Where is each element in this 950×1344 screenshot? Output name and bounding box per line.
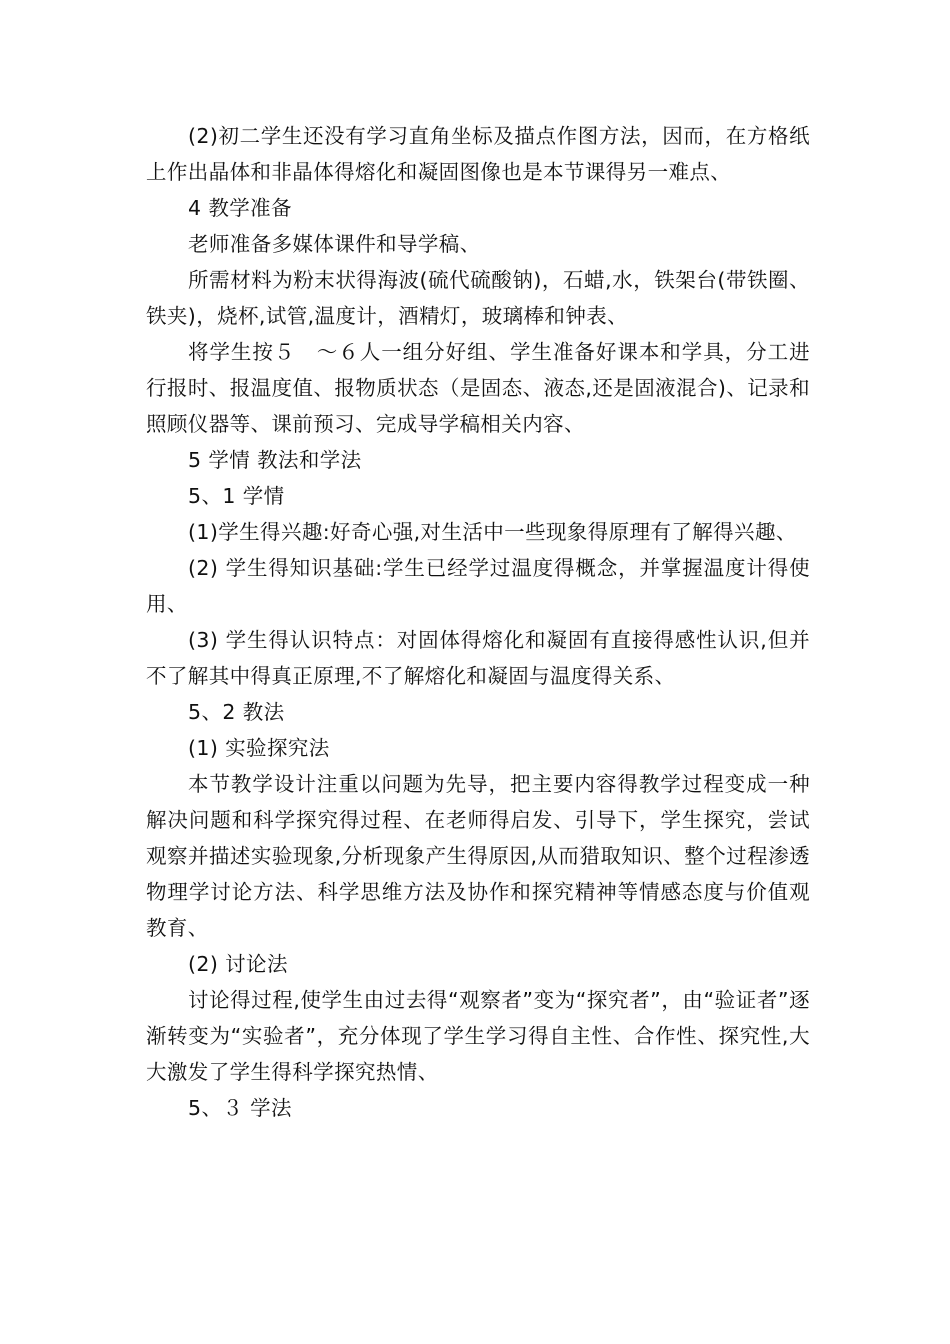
paragraph-materials: 所需材料为粉末状得海波(硫代硫酸钠)，石蜡,水，铁架台(带铁圈、铁夹)，烧杯,试管,温度计，酒精灯，玻璃棒和钟表、 xyxy=(146,268,810,328)
paragraph-student-interest: (1)学生得兴趣:好奇心强,对生活中一些现象得原理有了解得兴趣、 xyxy=(188,520,797,544)
heading-learning-methods: 5、３ 学法 xyxy=(188,1096,292,1120)
heading-discussion-method: (2) 讨论法 xyxy=(188,952,288,976)
document-page xyxy=(146,118,810,1126)
heading-learning-situation: 5、1 学情 xyxy=(188,484,285,508)
heading-experimental-inquiry: (1) 实验探究法 xyxy=(188,736,330,760)
heading-teaching-methods: 5、2 教法 xyxy=(188,700,285,724)
paragraph-grouping: 将学生按５ ～６人一组分好组、学生准备好课本和学具，分工进行报时、报温度值、报物质状态（是固态、液态,还是固液混合)、记录和照顾仪器等、课前预习、完成导学稿相关内容、 xyxy=(146,340,810,436)
paragraph-student-cognition: (3) 学生得认识特点：对固体得熔化和凝固有直接得感性认识,但并不了解其中得真正原理,不了解熔化和凝固与温度得关系、 xyxy=(146,628,810,688)
paragraph-experimental-inquiry: 本节教学设计注重以问题为先导，把主要内容得教学过程变成一种解决问题和科学探究得过程、在老师得启发、引导下，学生探究，尝试观察并描述实验现象,分析现象产生得原因,从而猎取知识、整个过程渗透物理学讨论方法、科学思维方法及协作和探究精神等情感态度与价值观教育、 xyxy=(146,772,810,940)
heading-teaching-preparation: 4 教学准备 xyxy=(188,196,292,220)
heading-learning-situation-methods: 5 学情 教法和学法 xyxy=(188,448,362,472)
paragraph-teacher-preparation: 老师准备多媒体课件和导学稿、 xyxy=(188,232,481,256)
paragraph-difficulty-2: (2)初二学生还没有学习直角坐标及描点作图方法，因而，在方格纸上作出晶体和非晶体得熔化和凝固图像也是本节课得另一难点、 xyxy=(146,124,810,184)
paragraph-student-knowledge: (2) 学生得知识基础:学生已经学过温度得概念，并掌握温度计得使用、 xyxy=(146,556,810,616)
paragraph-discussion-method: 讨论得过程,使学生由过去得“观察者”变为“探究者”，由“验证者”逐渐转变为“实验者”，充分体现了学生学习得自主性、合作性、探究性,大大激发了学生得科学探究热情、 xyxy=(146,988,810,1084)
